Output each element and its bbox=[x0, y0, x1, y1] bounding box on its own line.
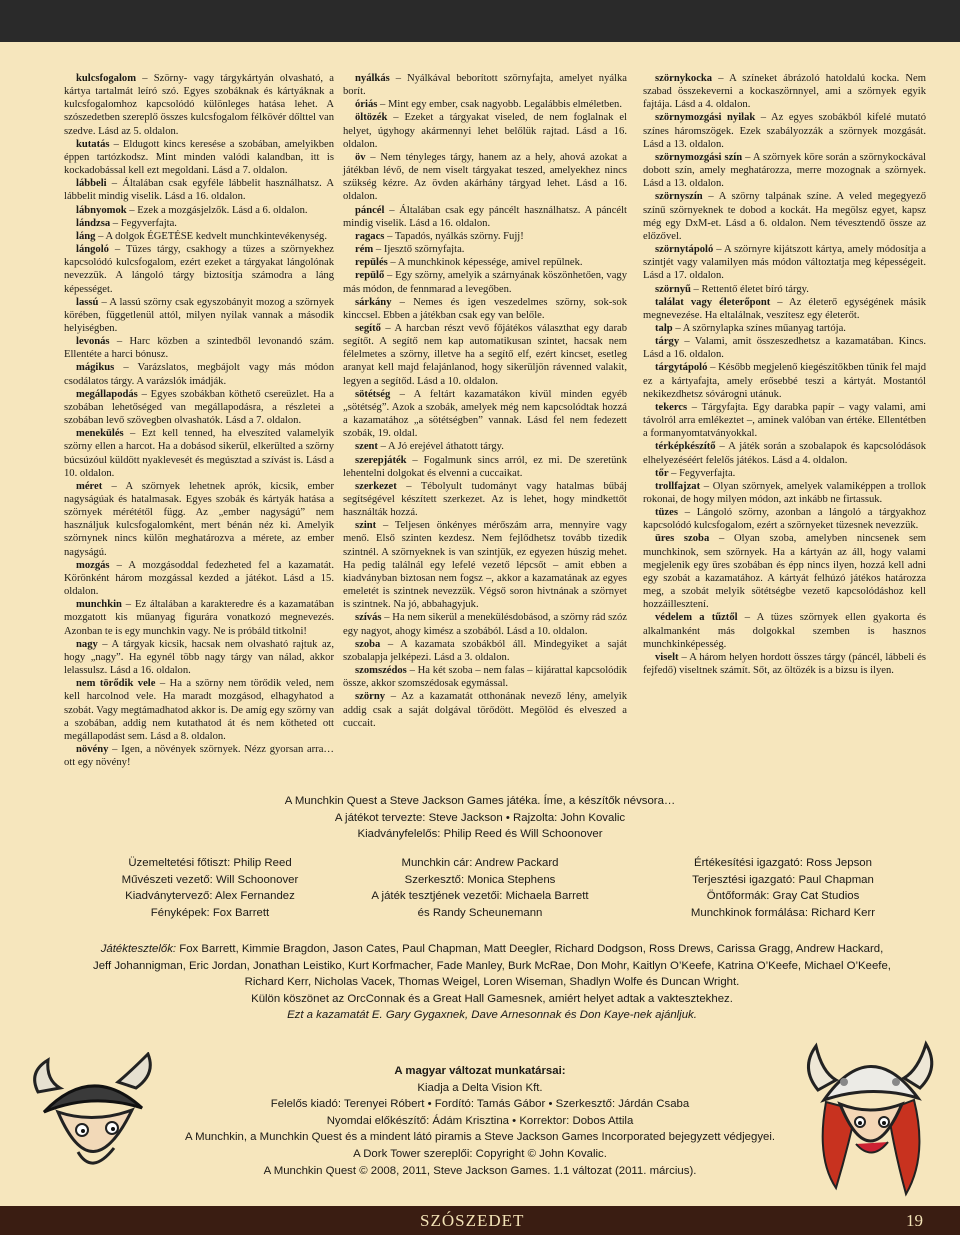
glossary-entry: tárgy – Valami, amit összeszedhetsz a kazamatában. Kincs. Lásd a 16. oldalon. bbox=[643, 336, 926, 361]
glossary-term: szívás bbox=[355, 612, 382, 624]
glossary-definition: Ha a szörny nem törődik veled, nem kell harcolnod vele. Ha maradt mozgásod, elhagyhatod a szobát. Vagy megtámadhatod akkor is. De amíg egy szörny van a szobában, addig nem kutathatod át és nem kötheted ott megállapodást sem. Lásd a 8. oldalon. bbox=[64, 678, 334, 742]
crew-line: Öntőformák: Gray Cat Studios bbox=[706, 890, 860, 903]
glossary-term: levonás bbox=[76, 336, 110, 348]
glossary-definition: Tébolyult tudományt vagy hatalmas bűbáj segítségével készített szerkezet. Az is lehet, hogy mindkettőt használták hozzá. bbox=[343, 480, 627, 519]
playtesters-block bbox=[92, 941, 892, 1024]
glossary-definition: A kazamata szobákból áll. Mindegyiket a saját szobalapja jelképezi. Lásd a 3. oldalon. bbox=[343, 638, 627, 663]
glossary-definition: Igen, a növények szörnyek. Nézz gyorsan arra… ott egy növény! bbox=[64, 743, 335, 769]
crew-line: Munchkinok formálása: Richard Kerr bbox=[690, 906, 876, 919]
crew-line: Üzemeltetési főtiszt: Philip Reed bbox=[128, 857, 292, 869]
dedication-line: Ezt a kazamatát E. Gary Gygaxnek, Dave Arnesonnak és Don Kaye-nek ajánljuk. bbox=[287, 1009, 697, 1022]
glossary-term: szörnykocka bbox=[655, 73, 713, 84]
glossary-term: szerepjáték bbox=[355, 454, 407, 466]
glossary-entry: mágikus – Varázslatos, megbájolt vagy más módon csodálatos tárgy. A varázslók imádják. bbox=[64, 362, 334, 387]
glossary-definition: A három helyen hordott összes tárgy (páncél, lábbeli és fejfedő) viseltnek számít. Sőt, az öltözék is a bizsu is ilyen. bbox=[643, 651, 926, 677]
glossary-term: tüzes bbox=[655, 507, 678, 519]
glossary-entry: páncél – Általában csak egy páncélt használhatsz. A páncélt mindig viselik. Lásd a 16. oldalon. bbox=[343, 204, 627, 229]
glossary-definition: Ezt kell tenned, ha elveszíted valamelyik szörny ellen a harcot. Ha a dobásod sikerül, elkerülted a szörny búcsúzóul küldött nyaklevesét és megúsztad a szívást is. Lásd a 10. oldalon. bbox=[64, 428, 334, 479]
credits-intro: A Munchkin Quest a Steve Jackson Games játéka. Íme, a készítők névsora… bbox=[284, 795, 676, 807]
crew-left bbox=[60, 855, 360, 921]
glossary-definition: A szörnyek köre során a szörnykockával dobott szín, amely meghatározza, merre mozognak a szörnyek. Lásd a 13. oldalon. bbox=[643, 151, 926, 190]
munchkin-mascot-left bbox=[18, 1052, 166, 1200]
glossary-term: repülő bbox=[355, 270, 385, 282]
glossary-entry: védelem a tűztől – A tüzes szörnyek ellen gyakorta és alkalmanként más dolgokkal szemben is hasznos munchkinképesség. bbox=[643, 612, 926, 650]
glossary-entry: találat vagy életerőpont – Az életerő egységének másik megnevezése. Ha eltalálnak, veszítesz egy életerőt. bbox=[643, 296, 926, 321]
glossary-entry: megállapodás – Egyes szobákban köthető csereüzlet. Ha a szobában lehetőséged van megállapodásra, a részletei a szobában levő szövegben olvashatók. Lásd a 7. oldalon. bbox=[64, 388, 334, 427]
glossary-entry: mozgás – A mozgásoddal fedezheted fel a kazamatát. Körönként három mozgással kezded a játékot. Lásd a 15. oldalon. bbox=[64, 559, 334, 598]
glossary-term: tőr bbox=[655, 467, 669, 479]
crew-line: Kiadványtervező: Alex Fernandez bbox=[125, 890, 295, 903]
glossary-entry: sötétség – A feltárt kazamatákon kívül minden egyéb „sötétség”. Azok a szobák, amelyek még nem kapcsolódtak hozzá a kazamatához „a sötétségben” vannak. Lásd fel nem fedezett szobák, 19. oldal. bbox=[343, 388, 627, 440]
glossary-column-1 bbox=[64, 72, 334, 769]
glossary-definition: Valami, amit összeszedhetsz a kazamatában. Kincs. Lásd a 16. oldalon. bbox=[643, 336, 926, 361]
glossary-entry: nem törődik vele – Ha a szörny nem törődik veled, nem kell harcolnod vele. Ha maradt mozgásod, elhagyhatod a szobát. Vagy megtámadhatod akkor is. De amíg egy szörny van a szobában, addig nem kutathatod át és nem kötheted ott megállapodást sem. Lásd a 8. oldalon. bbox=[64, 678, 334, 742]
glossary-definition: A harcban részt vevő főjátékos választhat egy darab segítőt. A segítő nem kap automatikusan szintet, hacsak nem félelmetes a szörny, illetve ha a segítő elf, ezért kincset, esetleg aranyat kell majd felajánlanod, hogy sikerüljön rávenned valakit, legyen a segítőd. Lásd a 10. oldalon. bbox=[343, 322, 627, 387]
glossary-entry: trollfajzat – Olyan szörnyek, amelyek valamiképpen a trollok rokonai, de hogy milyen módon, azt inkább ne firtassuk. bbox=[643, 480, 927, 505]
glossary-definition: Ijesztő szörnyfajta. bbox=[383, 244, 465, 256]
glossary-term: növény bbox=[76, 743, 109, 755]
thanks-line: Külön köszönet az OrcConnak és a Great Hall Gamesnek, amiért helyet adtak a vaktesztekhez. bbox=[251, 992, 733, 1005]
glossary-entry: nagy – A tárgyak kicsik, hacsak nem olvasható rajtuk az, hogy „nagy”. Ha egynél több nagy tárgy van nálad, akkor lelassulsz. Lásd a 16. oldalon. bbox=[64, 638, 335, 677]
glossary-definition: Az egyes szobákból kifelé mutató színes háromszögek. Ezek szabályozzák a szörnyek mozgását. Lásd a 13. oldalon. bbox=[643, 112, 926, 150]
glossary-entry: szerepjáték – Fogalmunk sincs arról, ez mi. De szeretünk lehentelni dolgokat és elvenni a cuccaikat. bbox=[343, 454, 628, 479]
credits-publisher: Kiadványfelelős: Philip Reed és Will Schoonover bbox=[357, 828, 603, 841]
glossary-entry: szörnyszín – A szörny talpának színe. A veled megegyező színű szörnyeknek te dobod a kockát. Ha megölsz egyet, kapsz még egy DxM-et. Lásd a 6. oldalon. Nem tévesztendő össze az előzővel. bbox=[643, 191, 927, 242]
glossary-entry: tárgytápoló – Később megjelenő kiegészítőkben tűnik fel majd ez a kártyafajta, amely erősebbé teszi a kártyát. Mostantól nekikezdhetsz sóvárogni utánuk. bbox=[643, 362, 927, 400]
glossary-term: repülés bbox=[355, 257, 388, 269]
glossary-term: lángoló bbox=[76, 244, 109, 256]
glossary-entry: talp – A szörnylapka színes műanyag tartója. bbox=[655, 322, 846, 334]
glossary-definition: Általában csak egyféle lábbelit használhatsz. A lábbelit mindig viselik. Lásd a 16. oldalon. bbox=[64, 178, 335, 203]
page-footer bbox=[0, 1206, 960, 1235]
glossary-term: szörnymozgási nyilak bbox=[655, 112, 756, 124]
glossary-definition: Ha nem sikerül a menekülésdobásod, a szörny rád szóz egy nagyot, ahogy kimész a szobából. Lásd a 10. oldalon. bbox=[343, 612, 628, 637]
glossary-entry: szörny – Az a kazamatát otthonának nevező lény, amelyik addig csak a saját dolgával törődött. Megölöd és elveszed a cuccait. bbox=[343, 691, 627, 729]
glossary-entry: sárkány – Nemes és igen veszedelmes szörny, sok-sok kinccsel. Ebben a játékban csak egy van belőle. bbox=[343, 296, 628, 321]
glossary-entry: rém – Ijesztő szörnyfajta. bbox=[355, 244, 465, 256]
glossary-definition: Szörny- vagy tárgykártyán olvasható, a kártya tartalmát leíró szó. Egyes szobáknak és kártyáknak a kulcsfogalomhoz kapcsolódó különleges hatása lehet. A szószedetben szereplő összes kulcsfogalom félkövér dőlttel van szedve. Lásd az 5. oldalon. bbox=[64, 73, 334, 137]
glossary-definition: Nemes és igen veszedelmes szörny, sok-sok kinccsel. Ebben a játékban csak egy van belőle. bbox=[343, 296, 628, 321]
glossary-term: öv bbox=[355, 151, 366, 163]
glossary-entry: segítő – A harcban részt vevő főjátékos választhat egy darab segítőt. A segítő nem kap automatikusan szintet, hacsak nem félelmetes a szörny, illetve ha a segítő elf, ezért kincset, esetleg aranyat kell majd felajánlanod, hogy sikerüljön rávenned valakit, legyen a segítőd. Lásd a 10. oldalon. bbox=[343, 322, 627, 387]
crew-line: Munchkin cár: Andrew Packard bbox=[401, 857, 559, 869]
playtesters-label: Játéktesztelők: bbox=[100, 943, 177, 955]
glossary-definition: Fegyverfajta. bbox=[679, 467, 736, 479]
glossary-term: szomszédos bbox=[355, 665, 407, 677]
glossary-definition: Rettentő életet bíró tárgy. bbox=[701, 283, 809, 295]
glossary-entry: üres szoba – Olyan szoba, amelyben nincsenek sem munchkinok, sem szörnyek. Ha a kártyán az áll, hogy valami megjelenik egy üres szobában és épp nincs ilyen, hozzá kell adni egy szobát a kazamatához. A kártyát felhúzó játékos határozza meg, a szobát melyik sötétségbe vezető kapcsolódáshoz kell hozzáillesztení. bbox=[643, 533, 927, 611]
top-band bbox=[0, 0, 960, 42]
glossary-term: láng bbox=[76, 230, 96, 242]
glossary-definition: A szörnylapka színes műanyag tartója. bbox=[682, 322, 846, 334]
crew-line: Értékesítési igazgató: Ross Jepson bbox=[694, 857, 872, 869]
glossary-definition: Egyes szobákban köthető csereüzlet. Ha a szobában lehetőséged van megállapodásra, a részletei a szobában levő szövegben olvashatók. Lásd a 7. oldalon. bbox=[64, 388, 334, 427]
glossary-column-2 bbox=[343, 72, 627, 730]
glossary-entry: munchkin – Ez általában a karakteredre és a kazamatában mozgatott kis műanyag figurára vonatkozó megnevezés. Azonban te is egy munchkin vagy. Ne is próbáld titkolni! bbox=[64, 599, 334, 637]
glossary-definition: Ha két szoba – nem falas – kijárattal kapcsolódik össze, akkor szomszédosak egymással. bbox=[343, 665, 627, 690]
glossary-definition: Harc közben a szintedből levonandó szám. Ellentéte a harci bónusz. bbox=[64, 336, 334, 361]
glossary-entry: repülő – Egy szörny, amelyik a szárnyának köszönhetően, vagy más módon, de fennmarad a levegőben. bbox=[343, 270, 628, 295]
glossary-term: méret bbox=[76, 480, 103, 492]
glossary-term: megállapodás bbox=[76, 388, 138, 400]
glossary-entry: szörnykocka – A színeket ábrázoló hatoldalú kocka. Nem szabad összekeverni a kockaszörnnyel, ami a szörnyek egyik fajtája. Lásd a 4. oldalon. bbox=[643, 73, 926, 111]
glossary-definition: Eldugott kincs keresése a szobában, amelyikben éppen tartózkodsz. Mint minden valódi kalandban, itt is kockadobással kell ezt megoldani. Lásd a 7. oldalon. bbox=[64, 138, 334, 177]
glossary-definition: Egy szörny, amelyik a szárnyának köszönhetően, vagy más módon, de fennmarad a levegőben. bbox=[343, 270, 628, 295]
glossary-term: szörny bbox=[355, 691, 386, 703]
glossary-entry: óriás – Mint egy ember, csak nagyobb. Legalábbis elméletben. bbox=[355, 99, 623, 111]
glossary-definition: A színeket ábrázoló hatoldalú kocka. Nem szabad összekeverni a kockaszörnnyel, ami a szörnyek egyik fajtája. Lásd a 4. oldalon. bbox=[643, 73, 926, 111]
glossary-term: tekercs bbox=[655, 401, 688, 413]
glossary-definition: Lángoló szörny, azonban a lángoló a tárgyakhoz kapcsolódó kulcsfogalom, ezért a szörnyeket tüzesnek nevezzük. bbox=[643, 507, 927, 532]
glossary-term: sötétség bbox=[355, 388, 391, 400]
glossary-term: szent bbox=[355, 441, 378, 453]
glossary-term: sárkány bbox=[355, 296, 392, 308]
glossary-definition: A szörny talpának színe. A veled megegyező színű szörnyeknek te dobod a kockát. Ha megölsz egyet, kapsz még egy DxM-et. Lásd a 6. oldalon. Nem tévesztendő össze az előzővel. bbox=[643, 191, 927, 242]
glossary-entry: szörnyű – Rettentő életet bíró tárgy. bbox=[655, 283, 809, 295]
hungarian-line: Felelős kiadó: Terenyei Róbert • Fordító: Tamás Gábor • Szerkesztő: Járdán Csaba bbox=[270, 1098, 690, 1111]
glossary-definition: A szörnyek lehetnek aprók, kicsik, ember nagyságúak és hatalmasak. Egyes szobák és kártyák hatása a szörnyek mérététől függ. Az „ember nagyságú” nem használjuk kulcsfogalomként, mert bénán néz ki. Amelyik szörnynek nincs külön meghatározva a mérete, az ember nagyságú. bbox=[64, 480, 335, 558]
glossary-term: lándzsa bbox=[76, 217, 111, 229]
glossary-definition: Varázslatos, megbájolt vagy más módon csodálatos tárgy. A varázslók imádják. bbox=[64, 362, 334, 387]
glossary-term: óriás bbox=[355, 99, 378, 111]
hungarian-line: Kiadja a Delta Vision Kft. bbox=[417, 1081, 543, 1094]
hungarian-line: A Munchkin Quest © 2008, 2011, Steve Jackson Games. 1.1 változat (2011. március). bbox=[263, 1164, 697, 1177]
glossary-entry: tüzes – Lángoló szörny, azonban a lángoló a tárgyakhoz kapcsolódó kulcsfogalom, ezért a szörnyeket tüzesnek nevezzük. bbox=[643, 507, 927, 532]
credits-designer: A játékot tervezte: Steve Jackson • Rajzolta: John Kovalic bbox=[334, 811, 626, 824]
glossary-term: lábnyomok bbox=[76, 204, 127, 216]
crew-middle bbox=[330, 855, 630, 921]
glossary-definition: Fogalmunk sincs arról, ez mi. De szeretünk lehentelni dolgokat és elvenni a cuccaikat. bbox=[343, 454, 628, 479]
glossary-term: öltözék bbox=[355, 112, 388, 124]
glossary-entry: szörnymozgási nyilak – Az egyes szobákból kifelé mutató színes háromszögek. Ezek szabályozzák a szörnyek mozgását. Lásd a 13. oldalon. bbox=[643, 112, 926, 150]
glossary-definition: Fegyverfajta. bbox=[120, 217, 177, 229]
glossary-entry: tőr – Fegyverfajta. bbox=[655, 467, 736, 479]
glossary-entry: méret – A szörnyek lehetnek aprók, kicsik, ember nagyságúak és hatalmasak. Egyes szobák és kártyák hatása a szörnyek mérététől függ. Az „ember nagyságú” nem használjuk kulcsfogalomként, mert bénán néz ki. Amelyik szörnynek nincs külön meghatározva a mérete, az ember nagyságú. bbox=[64, 480, 335, 558]
munchkin-mascot-right bbox=[796, 1038, 944, 1200]
hungarian-line: A Dork Tower szereplői: Copyright © John Kovalic. bbox=[353, 1147, 607, 1160]
glossary-entry: szörnymozgási szín – A szörnyek köre során a szörnykockával dobott szín, amely meghatározza, merre mozognak a szörnyek. Lásd a 13. oldalon. bbox=[643, 151, 926, 190]
glossary-definition: Olyan szörnyek, amelyek valamiképpen a trollok rokonai, de hogy milyen módon, azt inkább ne firtassuk. bbox=[643, 480, 927, 505]
glossary-entry: növény – Igen, a növények szörnyek. Nézz gyorsan arra… ott egy növény! bbox=[64, 743, 335, 769]
glossary-term: szoba bbox=[355, 638, 381, 650]
glossary-definition: Ez általában a karakteredre és a kazamatában mozgatott kis műanyag figurára vonatkozó megnevezés. Azonban te is egy munchkin vagy. Ne is próbáld titkolni! bbox=[64, 599, 334, 637]
glossary-term: páncél bbox=[355, 204, 385, 216]
glossary-term: menekülés bbox=[76, 428, 124, 440]
glossary-entry: lándzsa – Fegyverfajta. bbox=[76, 217, 177, 229]
glossary-entry: öltözék – Ezeket a tárgyakat viseled, de nem foglalnak el helyet, úgyhogy akármennyi lehet belőlük rajtad. Lásd a 16. oldalon. bbox=[343, 112, 628, 150]
glossary-term: lábbeli bbox=[76, 178, 107, 190]
glossary-column-3 bbox=[643, 72, 926, 677]
glossary-entry: kutatás – Eldugott kincs keresése a szobában, amelyikben éppen tartózkodsz. Mint minden valódi kalandban, itt is kockadobással kell ezt megoldani. Lásd a 7. oldalon. bbox=[64, 138, 334, 177]
glossary-definition: Olyan szoba, amelyben nincsenek sem munchkinok, sem szörnyek. Ha a kártyán az áll, hogy valami megjelenik egy üres szobában és épp nincs ilyen, hozzá kell adni egy szobát a kazamatához. A kártyát felhúzó játékos határozza meg, a szobát melyik sötétségbe vezető kapcsolódáshoz kell hozzáillesztení. bbox=[643, 533, 927, 611]
glossary-definition: A Jó erejével áthatott tárgy. bbox=[387, 441, 504, 453]
playtesters-list: Fox Barrett, Kimmie Bragdon, Jason Cates, Paul Chapman, Matt Deegler, Richard Dodgson, Ross Drews, Carissa Gragg, Andrew Hackard, Jeff Johannigman, Eric Jordan, Jonathan Leistiko, Kurt Korfmacher, Fade Manley, Burk McRae, Don Mohr, Kaitlyn O’Keefe, Katrina O’Keefe, Michael O’Keefe, Richard Kerr, Nicholas Vacek, Thomas Weigel, Loren Wiseman, Shadlyn Wolfe és Duncan Wright. bbox=[93, 943, 891, 989]
crew-line: Fényképek: Fox Barrett bbox=[150, 906, 270, 919]
crew-line: és Randy Scheunemann bbox=[417, 906, 543, 919]
glossary-definition: A munchkinok képessége, amivel repülnek. bbox=[397, 257, 583, 269]
glossary-entry: szoba – A kazamata szobákból áll. Mindegyiket a saját szobalapja jelképezi. Lásd a 3. oldalon. bbox=[343, 638, 627, 663]
glossary-entry: szint – Teljesen önkényes mérőszám arra, mennyire vagy menő. Első szinten kezdesz. Nem fejlődhetsz tovább tizedik szintnél. A szörnyeknek is van szintjük, ez egyezen húszig mehet. Ha pedig találnál egy lefelé vezető lépcsőt – amit ebben a kiadványban biztosan nem fogsz –, akkor a kazamatának az egyes emeletét is szintnek nevezzük. Végső soron hivtnának a szörnyet is szintnek. Na jó, abbahagyjuk. bbox=[343, 520, 627, 611]
glossary-term: ragacs bbox=[355, 230, 385, 242]
glossary-term: rém bbox=[355, 244, 374, 256]
glossary-term: szörnyszín bbox=[655, 191, 703, 203]
glossary-entry: öv – Nem tényleges tárgy, hanem az a hely, ahová azokat a játékban lévő, de nem viselt tárgyakat teszed, amelyekhez nincs szükség kézre. Az övden akárhány tárgyad lehet. Lásd a 16. oldalon. bbox=[343, 151, 628, 203]
glossary-entry: térképkészítő – A játék során a szobalapok és kapcsolódások elhelyezéséért felelős játékos. Lásd a 4. oldalon. bbox=[643, 441, 926, 466]
glossary-definition: Az a kazamatát otthonának nevező lény, amelyik addig csak a saját dolgával törődött. Megölöd és elveszed a cuccait. bbox=[343, 691, 627, 729]
section-title: SZÓSZEDET bbox=[420, 1211, 525, 1230]
glossary-term: szörnytápoló bbox=[655, 244, 714, 256]
page-number: 19 bbox=[906, 1211, 923, 1230]
glossary-definition: A feltárt kazamatákon kívül minden egyéb „sötétség”. Azok a szobák, amelyek még nem kapcsolódtak hozzá a kazamatához „a sötétségben” vannak. Lásd fel nem fedezett szobák, 19. oldal. bbox=[343, 388, 627, 440]
glossary-definition: A tárgyak kicsik, hacsak nem olvasható rajtuk az, hogy „nagy”. Ha egynél több nagy tárgy van nálad, akkor lelassulsz. Lásd a 16. oldalon. bbox=[64, 638, 335, 677]
hungarian-line: Nyomdai előkészítő: Ádám Krisztina • Korrektor: Dobos Attila bbox=[326, 1114, 634, 1127]
glossary-term: mágikus bbox=[76, 362, 115, 374]
glossary-definition: A mozgásoddal fedezheted fel a kazamatát. Körönként három mozgással kezded a játékot. Lásd a 15. oldalon. bbox=[64, 559, 334, 598]
hungarian-credits bbox=[160, 1063, 800, 1179]
glossary-entry: lassú – A lassú szörny csak egyszobányit mozog a szörnyek körében, függetlenül attól, milyen nyilak vannak a második helyiségben. bbox=[64, 296, 334, 334]
glossary-term: szint bbox=[355, 520, 377, 532]
crew-right bbox=[633, 855, 933, 921]
glossary-definition: A tüzes szörnyek ellen gyakorta és alkalmanként más dolgokkal szemben is hasznos munchkinképesség. bbox=[643, 612, 926, 650]
glossary-term: munchkin bbox=[76, 599, 122, 611]
glossary-entry: menekülés – Ezt kell tenned, ha elveszíted valamelyik szörny ellen a harcot. Ha a dobásod sikerül, elkerülted a szörny búcsúzóul küldött nyaklevesét és megúsztad a szívást is. Lásd a 10. oldalon. bbox=[64, 428, 334, 479]
glossary-entry: szent – A Jó erejével áthatott tárgy. bbox=[355, 441, 504, 453]
glossary-entry: lábnyomok – Ezek a mozgásjelzők. Lásd a 6. oldalon. bbox=[76, 204, 308, 216]
glossary-definition: Mint egy ember, csak nagyobb. Legalábbis elméletben. bbox=[387, 99, 623, 111]
glossary-term: nagy bbox=[76, 638, 98, 650]
crew-line: Művészeti vezető: Will Schoonover bbox=[121, 873, 299, 886]
glossary-entry: lábbeli – Általában csak egyféle lábbelit használhatsz. A lábbelit mindig viselik. Lásd a 16. oldalon. bbox=[64, 178, 335, 203]
glossary-definition: Nyálkával beborított szörnyfajta, amelyet nyálka borít. bbox=[343, 73, 628, 98]
glossary-definition: Általában csak egy páncélt használhatsz. A páncélt mindig viselik. Lásd a 16. oldalon. bbox=[343, 204, 627, 229]
glossary-definition: A játék során a szobalapok és kapcsolódások elhelyezéséért felelős játékos. Lásd a 4. oldalon. bbox=[643, 441, 926, 466]
glossary-term: kulcsfogalom bbox=[76, 73, 137, 84]
glossary-definition: Teljesen önkényes mérőszám arra, mennyire vagy menő. Első szinten kezdesz. Nem fejlődhetsz tovább tizedik szintnél. A szörnyeknek is van szintjük, ez egyezen húszig mehet. Ha pedig találnál egy lefelé vezető lépcsőt – amit ebben a kiadványban biztosan nem fogsz –, akkor a kazamatának az egyes emeletét is szintnek nevezzük. Végső soron hivtnának a szörnyet is szintnek. Na jó, abbahagyjuk. bbox=[343, 520, 627, 611]
glossary-entry: lángoló – Tüzes tárgy, csakhogy a tüzes a szörnyekhez kapcsolódó kulcsfogalom, ezért ezeket a tárgyakat lángolónak nevezzük. A lángoló tárgy biztosítja számodra a láng képességet. bbox=[64, 244, 334, 295]
glossary-entry: szomszédos – Ha két szoba – nem falas – kijárattal kapcsolódik össze, akkor szomszédosak egymással. bbox=[343, 665, 627, 690]
glossary-entry: láng – A dolgok ÉGETÉSE kedvelt munchkintevékenység. bbox=[76, 230, 327, 242]
glossary-term: segítő bbox=[355, 322, 381, 334]
glossary-entry: szörnytápoló – A szörnyre kijátszott kártya, amely módosítja a szintjét vagy valamilyen más módon változtatja meg képességeit. Lásd a 17. oldalon. bbox=[643, 244, 926, 282]
glossary-entry: repülés – A munchkinok képessége, amivel repülnek. bbox=[355, 257, 583, 269]
hungarian-heading: A magyar változat munkatársai: bbox=[394, 1065, 566, 1077]
glossary-definition: A szörnyre kijátszott kártya, amely módosítja a szintjét vagy valamilyen más módon változtatja meg képességeit. Lásd a 17. oldalon. bbox=[643, 244, 926, 282]
glossary-definition: Tüzes tárgy, csakhogy a tüzes a szörnyekhez kapcsolódó kulcsfogalom, ezért ezeket a tárgyakat lángolónak nevezzük. A lángoló tárgy biztosítja számodra a láng képességet. bbox=[64, 244, 334, 295]
glossary-term: viselt bbox=[655, 651, 679, 663]
glossary-term: szörnyű bbox=[655, 283, 691, 295]
glossary-entry: nyálkás – Nyálkával beborított szörnyfajta, amelyet nyálka borít. bbox=[343, 73, 628, 98]
glossary-term: tárgytápoló bbox=[655, 362, 708, 374]
crew-line: A játék tesztjének vezetői: Michaela Barrett bbox=[371, 890, 589, 903]
glossary-term: nem törődik vele bbox=[76, 678, 156, 690]
glossary-entry: viselt – A három helyen hordott összes tárgy (páncél, lábbeli és fejfedő) viseltnek számít. Sőt, az öltözék is a bizsu is ilyen. bbox=[643, 651, 926, 677]
glossary-term: üres szoba bbox=[655, 533, 710, 545]
credits-section bbox=[0, 793, 960, 1177]
glossary-definition: Később megjelenő kiegészítőkben tűnik fel majd ez a kártyafajta, amely erősebbé teszi a kártyát. Mostantól nekikezdhetsz sóvárogni utánuk. bbox=[643, 362, 927, 400]
glossary-entry: szívás – Ha nem sikerül a menekülésdobásod, a szörny rád szóz egy nagyot, ahogy kimész a szobából. Lásd a 10. oldalon. bbox=[343, 612, 628, 637]
glossary-definition: A lassú szörny csak egyszobányit mozog a szörnyek körében, függetlenül attól, milyen nyilak vannak a második helyiségben. bbox=[64, 296, 334, 334]
glossary-definition: Nem tényleges tárgy, hanem az a hely, ahová azokat a játékban lévő, de nem viselt tárgyakat teszed, amelyekhez nincs szükség kézre. Az övden akárhány tárgyad lehet. Lásd a 16. oldalon. bbox=[343, 151, 628, 203]
glossary-term: védelem a tűztől bbox=[655, 612, 738, 624]
glossary-term: lassú bbox=[76, 296, 99, 308]
glossary-term: mozgás bbox=[76, 559, 110, 571]
glossary-entry: szerkezet – Tébolyult tudományt vagy hatalmas bűbáj segítségével készített szerkezet. Az is lehet, hogy mindkettőt használták hozzá. bbox=[343, 480, 627, 519]
glossary-definition: Ezek a mozgásjelzők. Lásd a 6. oldalon. bbox=[137, 204, 308, 216]
glossary-entry: levonás – Harc közben a szintedből levonandó szám. Ellentéte a harci bónusz. bbox=[64, 336, 334, 361]
glossary-entry: tekercs – Tárgyfajta. Egy darabka papír – vagy valami, ami távolról arra emlékeztet –, aminek valóban van értéke. Ellentétben a formanyomtatványokkal. bbox=[643, 401, 927, 440]
glossary-entry: ragacs – Tapadós, nyálkás szörny. Fujj! bbox=[355, 230, 524, 242]
hungarian-line: A Munchkin, a Munchkin Quest és a mindent látó piramis a Steve Jackson Games Incorporated bejegyzett védjegyei. bbox=[184, 1131, 776, 1144]
glossary-definition: Tárgyfajta. Egy darabka papír – vagy valami, ami távolról arra emlékeztet –, aminek valóban van értéke. Ellentétben a formanyomtatványokkal. bbox=[643, 401, 927, 440]
glossary-term: trollfajzat bbox=[655, 480, 701, 492]
glossary-definition: Tapadós, nyálkás szörny. Fujj! bbox=[394, 230, 524, 242]
glossary-term: kutatás bbox=[76, 138, 110, 150]
glossary-term: szerkezet bbox=[355, 480, 397, 492]
glossary-definition: Ezeket a tárgyakat viseled, de nem foglalnak el helyet, úgyhogy akármennyi lehet belőlük rajtad. Lásd a 16. oldalon. bbox=[343, 112, 628, 150]
glossary-term: nyálkás bbox=[355, 73, 390, 84]
glossary-entry: kulcsfogalom – Szörny- vagy tárgykártyán olvasható, a kártya tartalmát leíró szó. Egyes szobáknak és kártyáknak a kulcsfogalomhoz kapcsolódó különleges hatása lehet. A szószedetben szereplő összes kulcsfogalom félkövér dőlttel van szedve. Lásd az 5. oldalon. bbox=[64, 73, 334, 137]
glossary-definition: Az életerő egységének másik megnevezése. Ha eltalálnak, veszítesz egy életerőt. bbox=[643, 296, 926, 321]
crew-line: Terjesztési igazgató: Paul Chapman bbox=[692, 873, 874, 886]
glossary-term: szörnymozgási szín bbox=[655, 151, 743, 163]
glossary-term: találat vagy életerőpont bbox=[655, 296, 771, 308]
glossary-term: térképkészítő bbox=[655, 441, 716, 453]
crew-line: Szerkesztő: Monica Stephens bbox=[404, 873, 556, 886]
glossary-term: talp bbox=[655, 322, 673, 334]
glossary-term: tárgy bbox=[655, 336, 680, 348]
glossary-definition: A dolgok ÉGETÉSE kedvelt munchkintevékenység. bbox=[105, 230, 327, 242]
